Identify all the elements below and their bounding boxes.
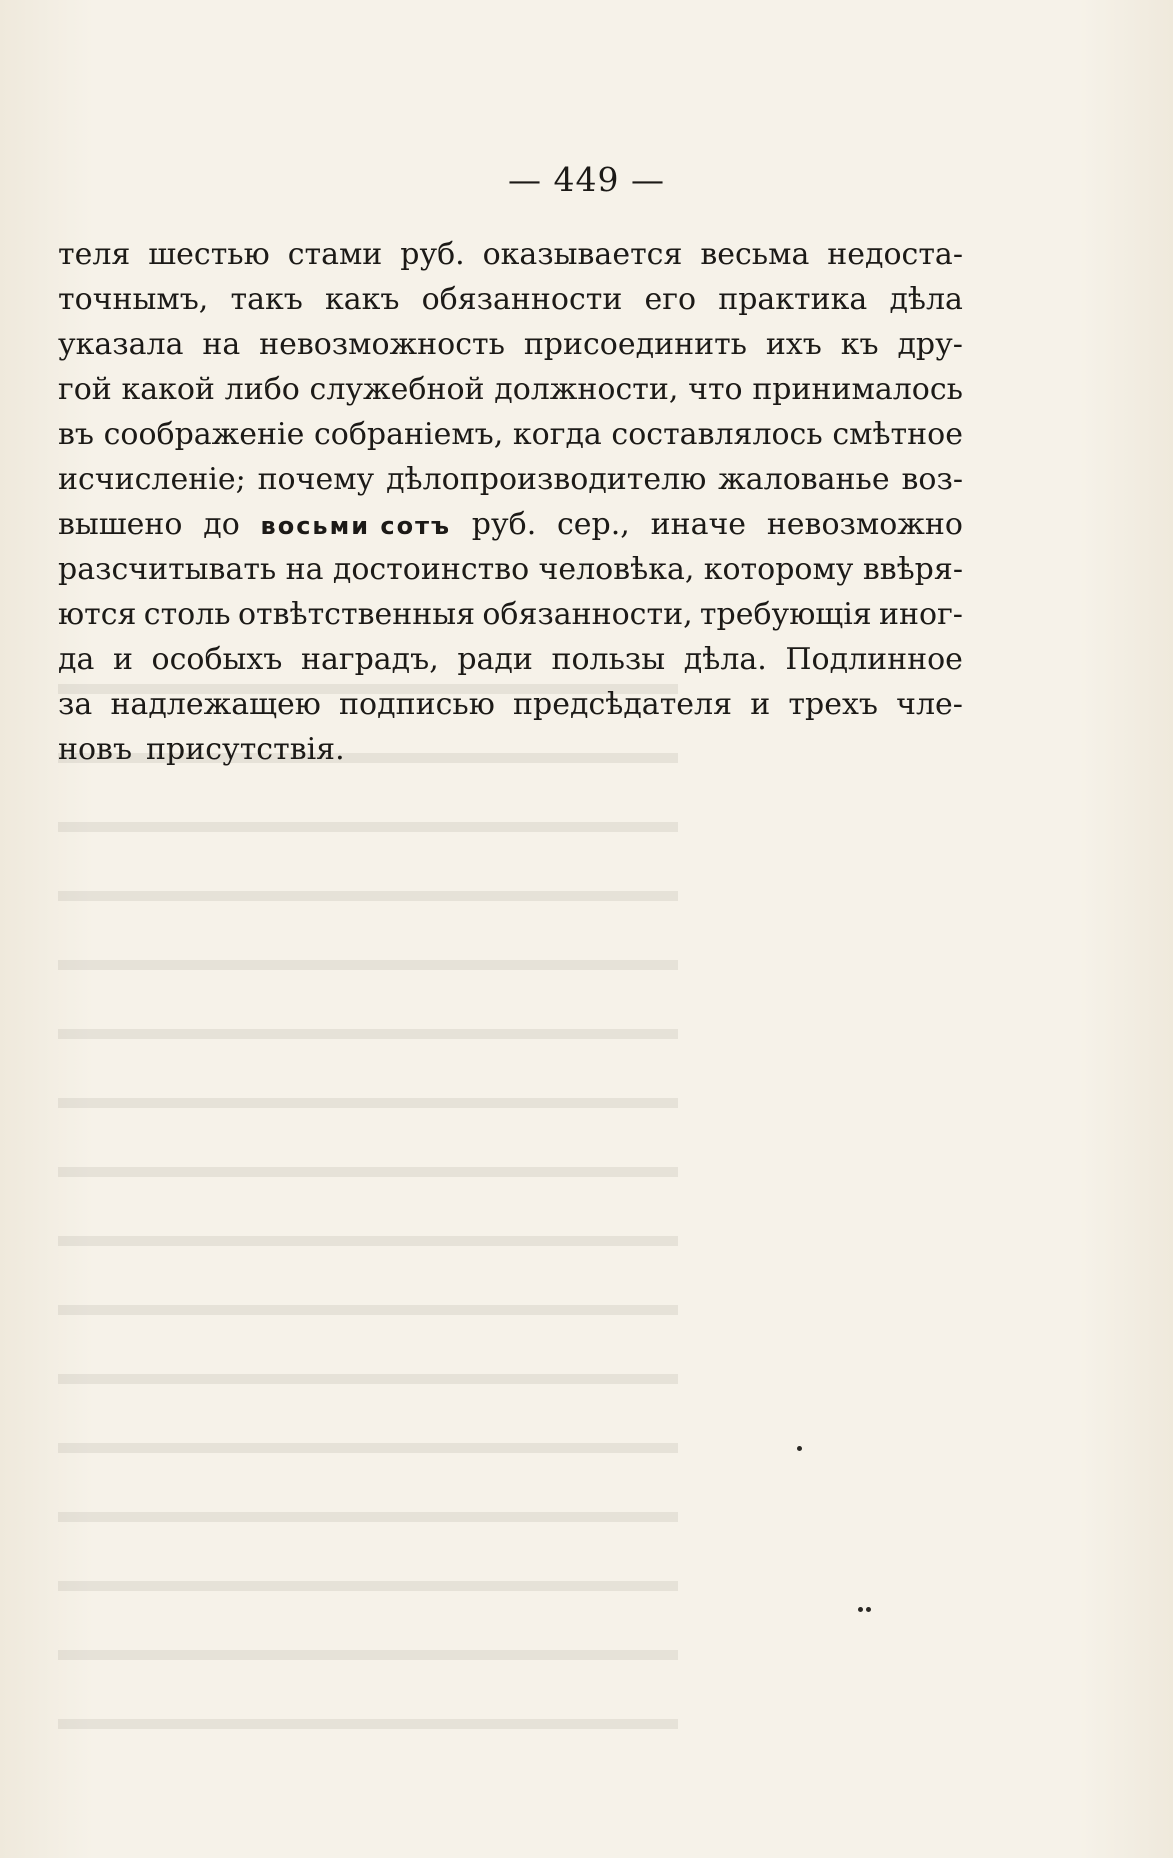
word: невозможно [766,507,963,542]
word: шестью [148,237,270,272]
word: оказывается [482,237,683,272]
word: подписью [339,687,495,722]
word: гой [58,372,112,407]
word: столь [143,597,231,632]
word: на [285,552,324,587]
text-line [58,322,963,367]
word: указала [58,327,184,362]
word: дѣла [889,282,963,317]
text-line [58,232,963,277]
word: теля [58,237,131,272]
word: отвѣтственныя [237,597,476,632]
word: на [202,327,241,362]
word: которому [703,552,854,587]
word: пользы [551,642,666,677]
emphasized-amount: восьми сотъ [260,512,452,540]
word: что [688,372,743,407]
word: и [112,642,133,677]
word: требующія [699,597,872,632]
word: исчисленіе; [58,462,246,497]
word: иначе [650,507,747,542]
word: трехъ [788,687,878,722]
word: жалованье [718,462,890,497]
word: присоединить [523,327,748,362]
word: составлялось [611,417,823,452]
word: соображеніе [103,417,305,452]
word: дѣлопроизводителю [386,462,707,497]
word: иног- [879,597,963,632]
text-line [58,547,963,592]
word: принималось [752,372,963,407]
word: да [58,642,95,677]
word: когда [512,417,602,452]
word: новъ [58,732,133,767]
word: дѣла. [683,642,767,677]
word: ются [58,597,137,632]
word: человѣка, [538,552,695,587]
ink-speck [797,1446,802,1451]
word: достоинство [332,552,530,587]
word: за [58,687,93,722]
word: обязанности, [482,597,693,632]
word: служебной [309,372,485,407]
word: какъ [324,282,400,317]
text-line [58,457,963,502]
text-line [58,682,963,727]
text-line [58,367,963,412]
word: весьма [700,237,810,272]
ink-speck [858,1607,863,1612]
word: точнымъ, [58,282,209,317]
word: предсѣдателя [513,687,733,722]
word: его [644,282,697,317]
text-line [58,412,963,457]
word: сер., [557,507,630,542]
word: обязанности [421,282,623,317]
word: руб. [471,507,537,542]
text-line [58,502,963,547]
word: стами [287,237,383,272]
word: либо [224,372,300,407]
body-paragraph [58,232,963,772]
word: невозможность [259,327,505,362]
word: въ [58,417,94,452]
text-line [58,637,963,682]
word: ихъ [765,327,822,362]
word: разсчитывать [58,552,277,587]
text-line [58,592,963,637]
word: присутствія. [146,732,345,767]
word: наградъ, [300,642,439,677]
word: дру- [897,327,963,362]
ink-speck [866,1607,871,1612]
word: до [203,507,240,542]
word: смѣтное [832,417,963,452]
word: почему [257,462,375,497]
word: ввѣря- [862,552,963,587]
word: особыхъ [151,642,283,677]
word: должности, [494,372,679,407]
word: такъ [230,282,303,317]
word: недоста- [827,237,963,272]
word: вышено [58,507,183,542]
word: руб. [400,237,465,272]
word: чле- [896,687,963,722]
word: практика [718,282,868,317]
page-number: — 449 — [508,160,665,199]
word: надлежащею [110,687,321,722]
word: и [750,687,771,722]
text-line [58,727,963,772]
word: какой [121,372,215,407]
word: собраніемъ, [313,417,504,452]
word: Подлинное [785,642,963,677]
word: воз- [901,462,963,497]
word: ради [457,642,533,677]
show-through-text [58,640,678,1620]
text-line [58,277,963,322]
word: къ [840,327,879,362]
